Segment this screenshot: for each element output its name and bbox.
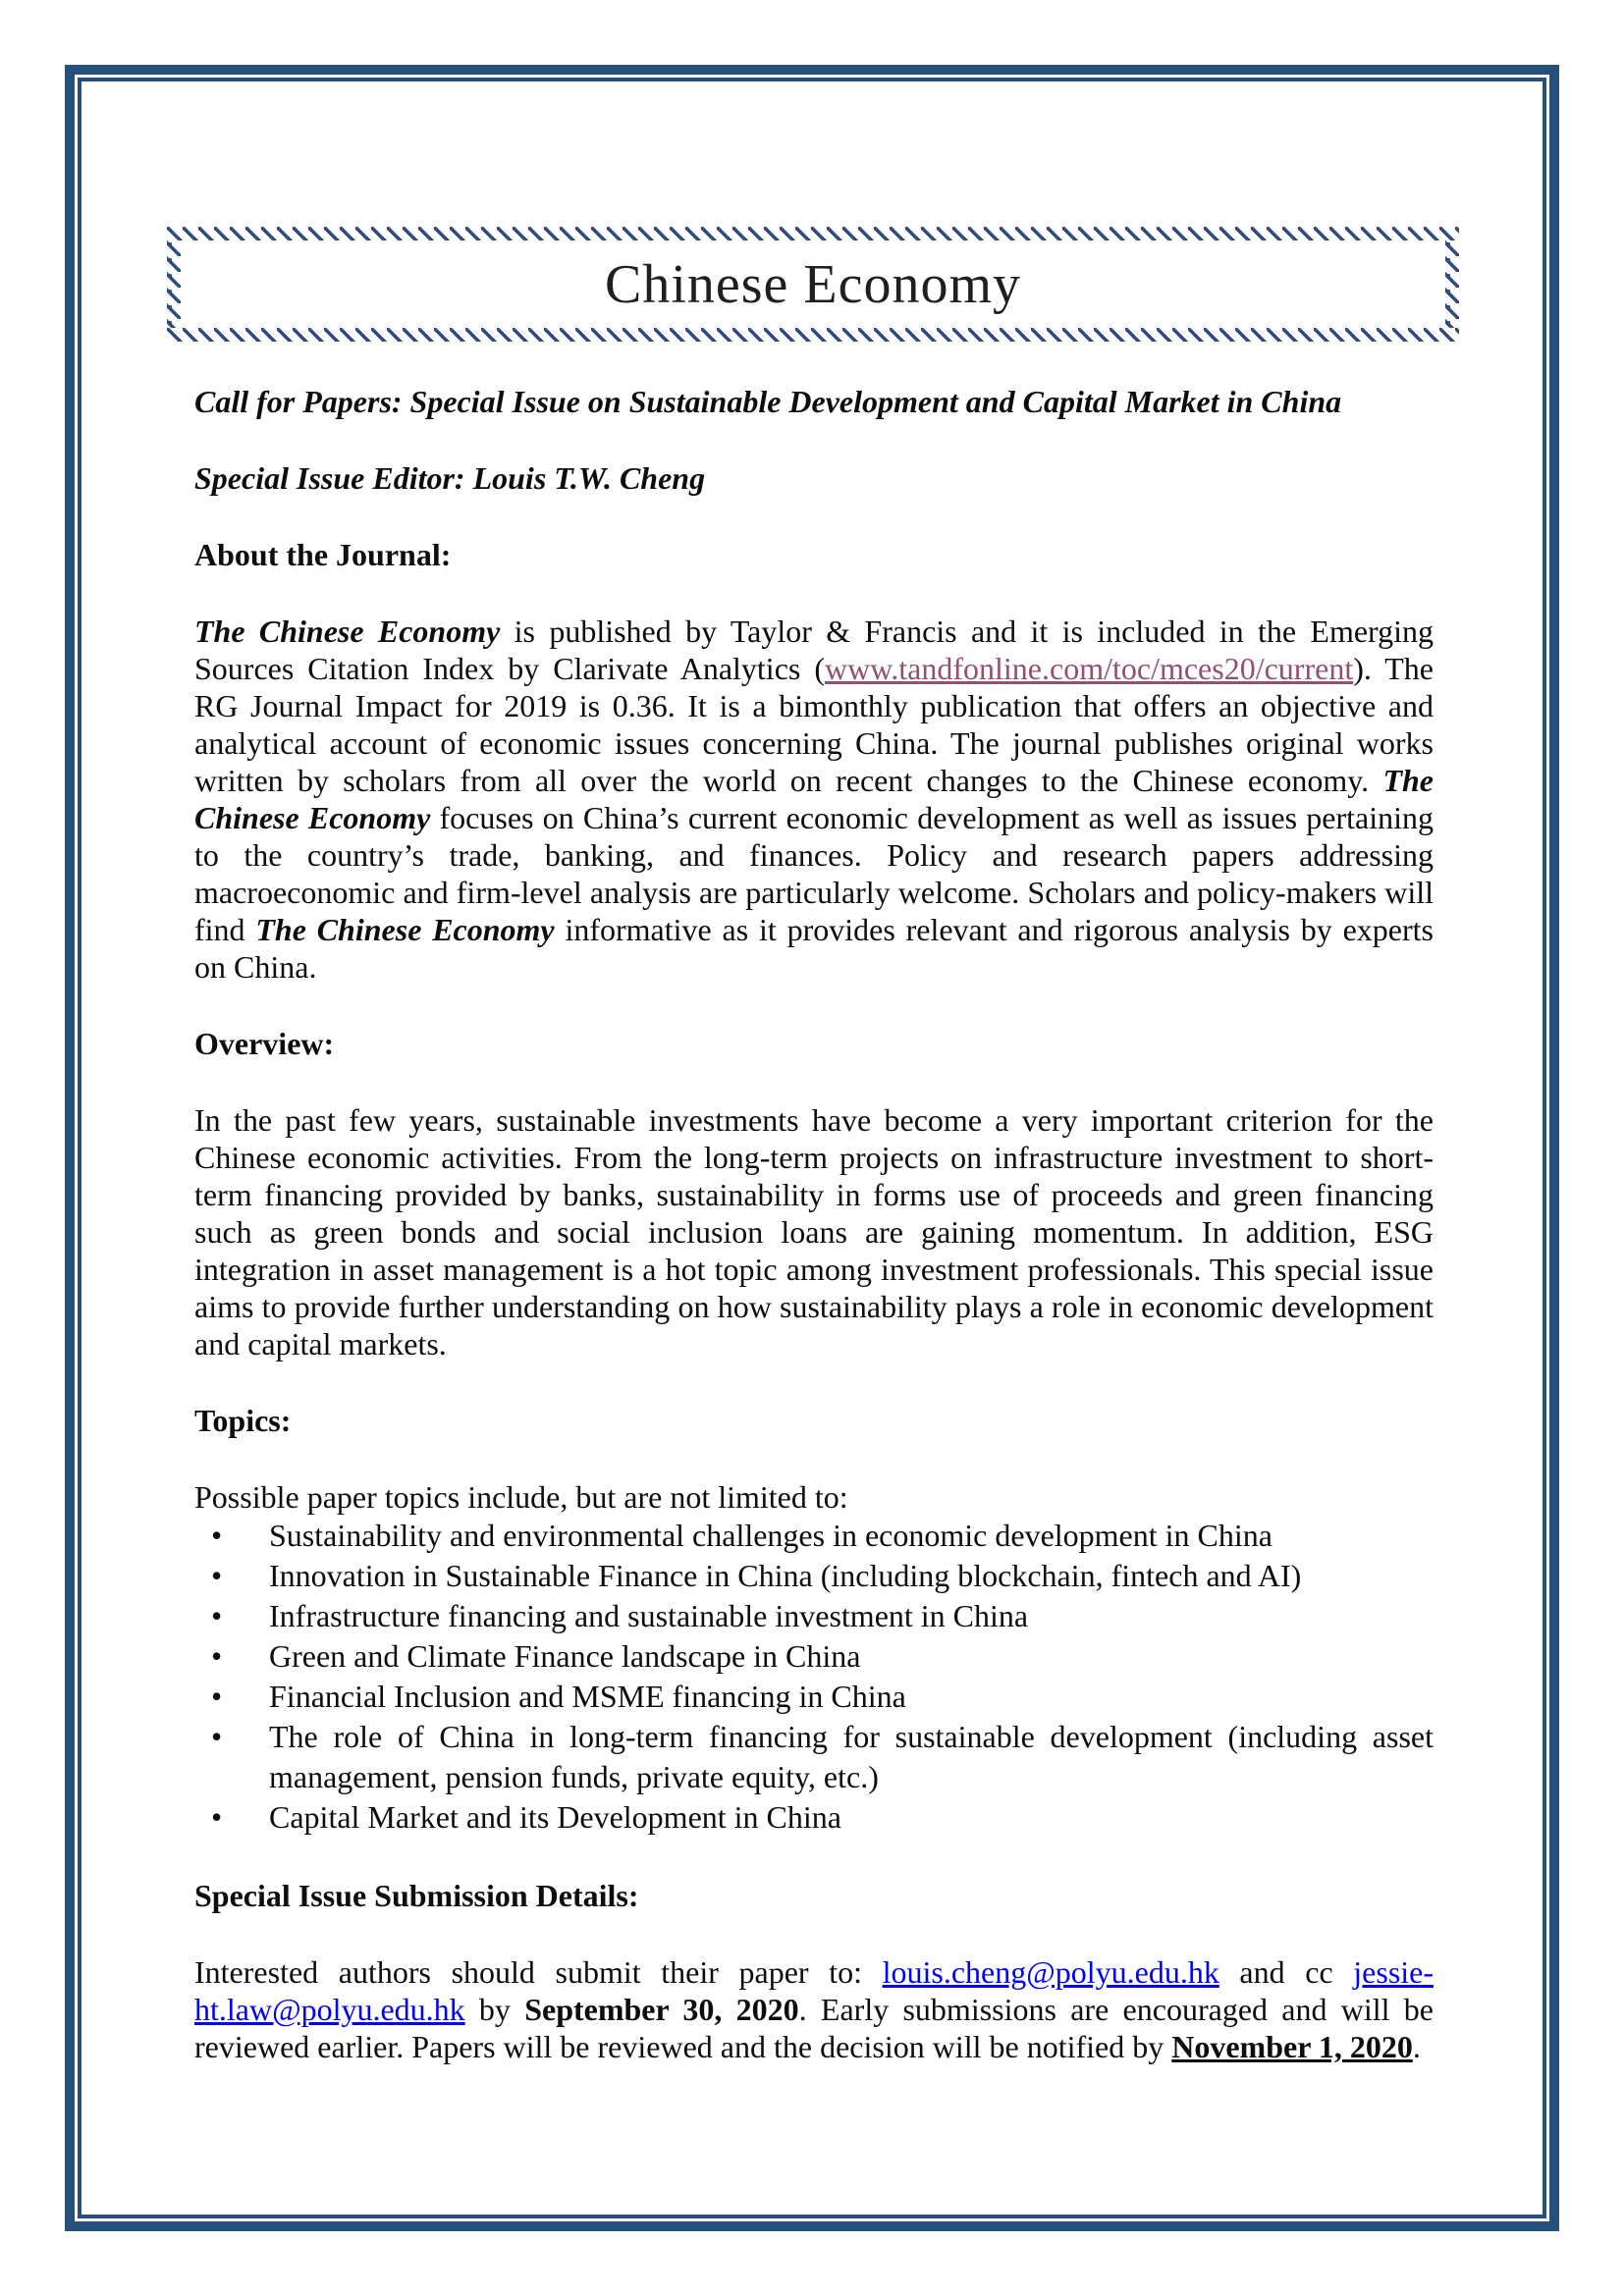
text-run: . Early submissions are encouraged and will be reviewed earlier. Papers will be reviewed and the decision will be notified by [194,1992,1435,2064]
call-for-papers-line: Call for Papers: Special Issue on Sustainable Development and Capital Market in China [194,384,1342,419]
overview-paragraph: In the past few years, sustainable investments have become a very important criterion for the Chinese economic activities. From the long-term projects on infrastructure investment to short-term financing provided by banks, sustainability in forms use of proceeds and green financing such as green bonds and social inclusion loans are gaining momentum. In addition, ESG integration in asset management is a hot topic among investment professionals. This special issue aims to provide further understanding on how sustainability plays a role in economic development and capital markets. [194,1102,1434,1362]
text-run: and cc [1218,1954,1354,1990]
topic-item: • Infrastructure financing and sustainable investment in China [194,1596,1434,1636]
text-run: Interested authors should submit their paper to: [194,1954,883,1990]
submission-paragraph [194,1953,1434,2065]
journal-url-link[interactable]: www.tandfonline.com/toc/mces20/current [825,651,1354,686]
text-run: The Chinese Economy [194,763,1434,835]
email-link[interactable]: jessie-ht.law@polyu.edu.hk [194,1954,1435,2027]
topic-item: • The role of China in long-term financing for sustainable development (including asset management, pension funds, private equity, etc.) [194,1717,1434,1797]
heading-overview: Overview: [194,1026,335,1061]
email-link[interactable]: louis.cheng@polyu.edu.hk [882,1954,1219,1990]
editor-line: Special Issue Editor: Louis T.W. Cheng [194,460,706,496]
topic-item: • Capital Market and its Development in China [194,1797,1434,1838]
text-run: The Chinese Economy [194,614,501,649]
topics-list [194,1516,1434,1838]
topic-item: • Innovation in Sustainable Finance in China (including blockchain, fintech and AI) [194,1556,1434,1596]
heading-topics: Topics: [194,1403,292,1438]
journal-title: Chinese Economy [604,253,1022,315]
text-run: informative as it provides relevant and rigorous analysis by experts on China. [194,912,1435,985]
topics-intro-line: Possible paper topics include, but are not limited to: [194,1479,848,1515]
topic-item: • Green and Climate Finance landscape in China [194,1636,1434,1677]
text-run: is published by Taylor & Francis and it is included in the Emerging Sources Citation Index by Clarivate Analytics ( [194,614,1435,686]
text-run: focuses on China’s current economic development as well as issues pertaining to the country’s trade, banking, and finances. Policy and research papers addressing macroeconomic and firm-level analysis are particularly welcome. Scholars and policy-makers will find [194,800,1434,947]
text-run: ). The RG Journal Impact for 2019 is 0.36. It is a bimonthly publication that offers an objective and analytical account of economic issues concerning China. The journal publishes original works written by scholars from all over the world on recent changes to the Chinese economy. [194,651,1435,798]
document-content [82,82,1542,2214]
heading-about-journal: About the Journal: [194,537,452,572]
banner-art-border-bottom [167,328,1459,342]
banner-art-border-top [167,227,1459,240]
text-run: . [1412,2029,1421,2064]
journal-title-banner [167,227,1459,342]
heading-submission-details: Special Issue Submission Details: [194,1878,639,1913]
about-journal-paragraph [194,613,1434,986]
text-run: September 30, 2020 [524,1992,799,2027]
text-run: by [464,1992,525,2027]
text-run: November 1, 2020 [1171,2029,1413,2064]
banner-art-border-left [167,240,181,328]
topic-item: • Financial Inclusion and MSME financing in China [194,1677,1434,1717]
banner-art-border-right [1445,240,1459,328]
text-run: The Chinese Economy [255,912,555,947]
topic-item: • Sustainability and environmental challenges in economic development in China [194,1516,1434,1556]
